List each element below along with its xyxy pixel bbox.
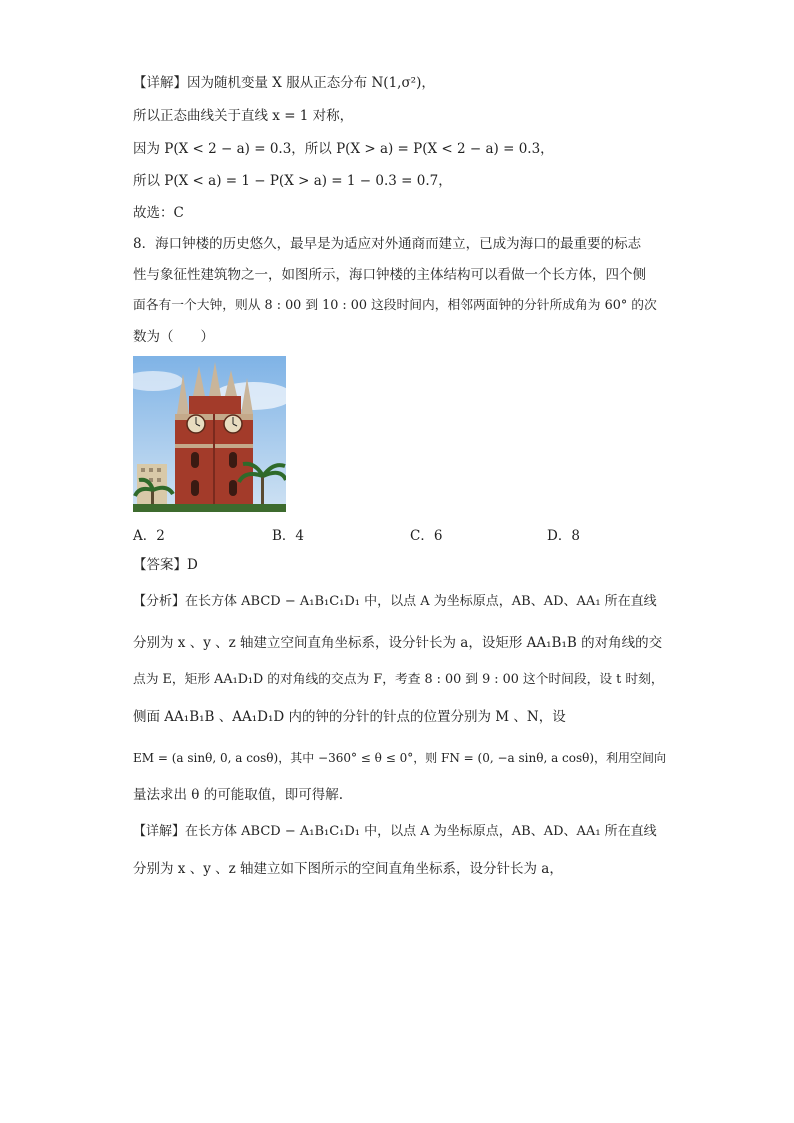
analysis-line-6: 量法求出 θ 的可能取值，即可得解. xyxy=(133,787,344,803)
analysis-line-1: 【分析】在长方体 ABCD − A₁B₁C₁D₁ 中，以点 A 为坐标原点，AB、AD、AA₁ 所在直线 xyxy=(133,594,657,609)
analysis-line-3: 点为 E，矩形 AA₁D₁D 的对角线的交点为 F，考查 8 : 00 到 9 : 00 这个时间段，设 t 时刻， xyxy=(133,672,664,687)
question-line-3: 面各有一个大钟，则从 8 : 00 到 10 : 00 这段时间内，相邻两面钟的分针所成角为 60° 的次 xyxy=(133,298,657,313)
prev-detail-line-2: 所以正态曲线关于直线 x = 1 对称， xyxy=(133,108,354,124)
choice-c: C．6 xyxy=(410,528,443,544)
choice-d: D．8 xyxy=(547,528,580,544)
prev-detail-line-1: 【详解】因为随机变量 X 服从正态分布 N(1,σ²)， xyxy=(133,75,435,91)
analysis-line-4: 侧面 AA₁B₁B 、AA₁D₁D 内的钟的分针的针点的位置分别为 M 、N，设 xyxy=(133,709,566,725)
analysis-line-5: EM = (a sinθ, 0, a cosθ)，其中 −360° ≤ θ ≤ 0°，则 FN = (0, −a sinθ, a cosθ)，利用空间向 xyxy=(133,751,667,765)
choice-a: A．2 xyxy=(133,528,165,544)
detail-line-1: 【详解】在长方体 ABCD − A₁B₁C₁D₁ 中，以点 A 为坐标原点，AB、AD、AA₁ 所在直线 xyxy=(133,824,657,839)
question-line-1: 8．海口钟楼的历史悠久，最早是为适应对外通商而建立，已成为海口的最重要的标志 xyxy=(133,236,642,252)
clock-tower-photo xyxy=(133,356,286,512)
question-line-4: 数为（ ） xyxy=(133,329,214,345)
clock-tower-image xyxy=(133,356,286,512)
prev-detail-line-4: 所以 P(X < a) = 1 − P(X > a) = 1 − 0.3 = 0.7， xyxy=(133,173,452,189)
choice-b: B．4 xyxy=(272,528,305,544)
analysis-line-2: 分别为 x 、y 、z 轴建立空间直角坐标系，设分针长为 a，设矩形 AA₁B₁B 的对角线的交 xyxy=(133,635,663,651)
prev-detail-line-3: 因为 P(X < 2 − a) = 0.3，所以 P(X > a) = P(X < 2 − a) = 0.3， xyxy=(133,141,554,157)
prev-detail-line-5: 故选：C xyxy=(133,205,184,221)
question-line-2: 性与象征性建筑物之一，如图所示，海口钟楼的主体结构可以看做一个长方体，四个侧 xyxy=(133,267,646,283)
detail-line-2: 分别为 x 、y 、z 轴建立如下图所示的空间直角坐标系，设分针长为 a， xyxy=(133,861,563,877)
answer-line: 【答案】D xyxy=(133,557,198,573)
